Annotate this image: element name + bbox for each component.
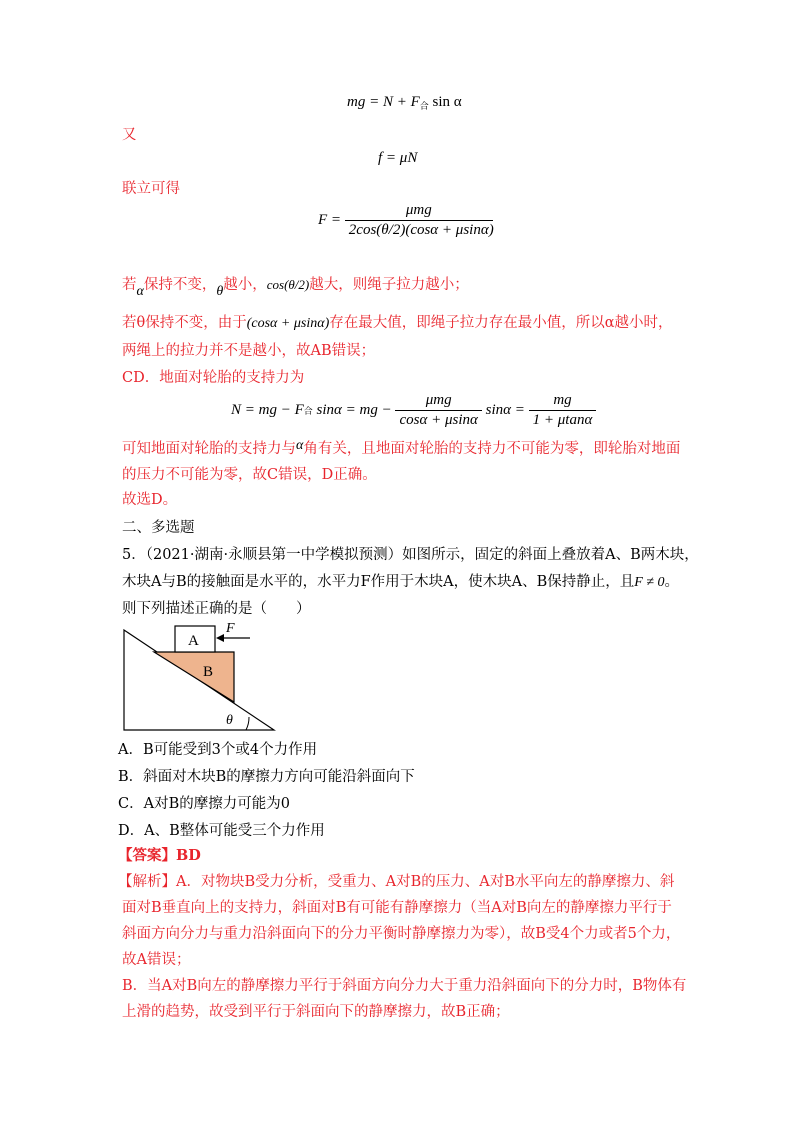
q5-2: 木块A与B的接触面是水平的，水平力F作用于木块A，使木块A、B保持静止，且 [122, 574, 635, 590]
line-a-theta: θ [216, 284, 224, 299]
line-a-alpha: α [136, 284, 144, 299]
eq-N-num1: μmg [395, 392, 481, 411]
analysis-line-3: 斜面方向分力与重力沿斜面向下的分力平衡时静摩擦力为零），故B受4个力或者5个力， [122, 926, 681, 942]
ke-alpha: α [296, 438, 304, 453]
q5-line-1: 5．（2021·湖南·永顺县第一中学模拟预测）如图所示，固定的斜面上叠放着A、B两木块， [122, 547, 699, 563]
option-c: C．A对B的摩擦力可能为0 [118, 796, 290, 812]
option-d: D．A、B整体可能受三个力作用 [118, 823, 325, 839]
answer: 【答案】BD [118, 847, 201, 864]
q5-line-3: 则下列描述正确的是（ ） [122, 601, 311, 617]
analysis-line-6: 上滑的趋势，故受到平行于斜面向下的静摩擦力，故B正确； [122, 1004, 510, 1020]
line-b-3: 两绳上的拉力并不是越小，故AB错误； [122, 343, 376, 359]
incline-figure [118, 618, 278, 736]
text-you: 又 [122, 127, 137, 143]
line-b-expr: (cosα + μsinα) [246, 316, 330, 331]
label-B: B [203, 664, 214, 680]
eq-N-den1: cosα + μsinα [399, 412, 478, 428]
option-a: A．B可能受到3个或4个力作用 [118, 742, 318, 758]
analysis-line-4: 故A错误； [122, 952, 191, 968]
line-alpha [122, 274, 469, 297]
line-a-3: 越小， [223, 277, 267, 293]
label-F: F [226, 621, 235, 636]
eq-N-mid2: sinα = [485, 402, 525, 418]
force-arrowhead [216, 634, 224, 642]
eq-N-frac2 [529, 392, 597, 429]
line-a-4: 越大，则绳子拉力越小； [309, 277, 469, 293]
eq-N-frac1 [395, 392, 481, 429]
line-theta [122, 312, 673, 335]
option-b: B．斜面对木块B的摩擦力方向可能沿斜面向下 [118, 769, 415, 785]
eq-N-left: N = mg − F [231, 402, 304, 418]
section-title: 二、多选题 [122, 520, 195, 536]
eq-N-sub: 合 [303, 406, 313, 416]
equation-N [231, 392, 596, 429]
equation-F [318, 202, 498, 239]
eq-mg-sub: 合 [419, 101, 429, 111]
eq-F-fraction [345, 202, 498, 239]
line-a-cos: cos(θ/2) [266, 277, 310, 292]
text-lianli: 联立可得 [122, 181, 180, 197]
eq-N-den2: 1 + μtanα [532, 412, 593, 428]
analysis-line-1: 【解析】A．对物块B受力分析，受重力、A对B的压力、A对B水平向左的静摩擦力、斜 [118, 874, 675, 890]
label-theta: θ [226, 713, 233, 728]
ke-2: 角有关，且地面对轮胎的支持力不可能为零，即轮胎对地面 [303, 441, 681, 457]
q5-2-end: 。 [664, 574, 680, 590]
eq-N-mid: sinα = mg − [312, 402, 392, 418]
eq-F-num: μmg [345, 202, 493, 221]
eq-F-left: F = [318, 212, 342, 228]
line-a-2: 保持不变， [143, 277, 217, 293]
equation-f [378, 150, 417, 167]
text-guxuan: 故选D。 [122, 492, 178, 508]
analysis-line-2: 面对B垂直向上的支持力，斜面对B有可能有静摩擦力（当A对B向左的静摩擦力平行于 [122, 900, 672, 916]
eq-F-den: 2cos(θ/2)(cosα + μsinα) [348, 222, 494, 238]
eq-N-num2: mg [529, 392, 597, 411]
eq-mg-text: mg = N + F [347, 94, 420, 110]
eq-mg-tail: sin α [428, 94, 462, 110]
line-b-1: 若θ保持不变，由于 [122, 315, 247, 331]
q5-line-2 [122, 571, 679, 594]
ke-1: 可知地面对轮胎的支持力与 [122, 441, 296, 457]
text-cd-intro: CD．地面对轮胎的支持力为 [122, 370, 305, 386]
line-a-1: 若 [122, 277, 137, 293]
q5-2-math: F ≠ 0 [634, 575, 665, 590]
equation-mg [347, 94, 462, 112]
line-b-2: 存在最大值，即绳子拉力存在最小值，所以α越小时， [329, 315, 673, 331]
label-A: A [188, 633, 199, 649]
eq-f-text: f = μN [378, 150, 418, 166]
analysis-line-5: B．当A对B向左的静摩擦力平行于斜面方向分力大于重力沿斜面向下的分力时，B物体有 [122, 978, 687, 994]
line-ke-1 [122, 438, 680, 461]
line-ke-3: 的压力不可能为零，故C错误，D正确。 [122, 467, 377, 483]
